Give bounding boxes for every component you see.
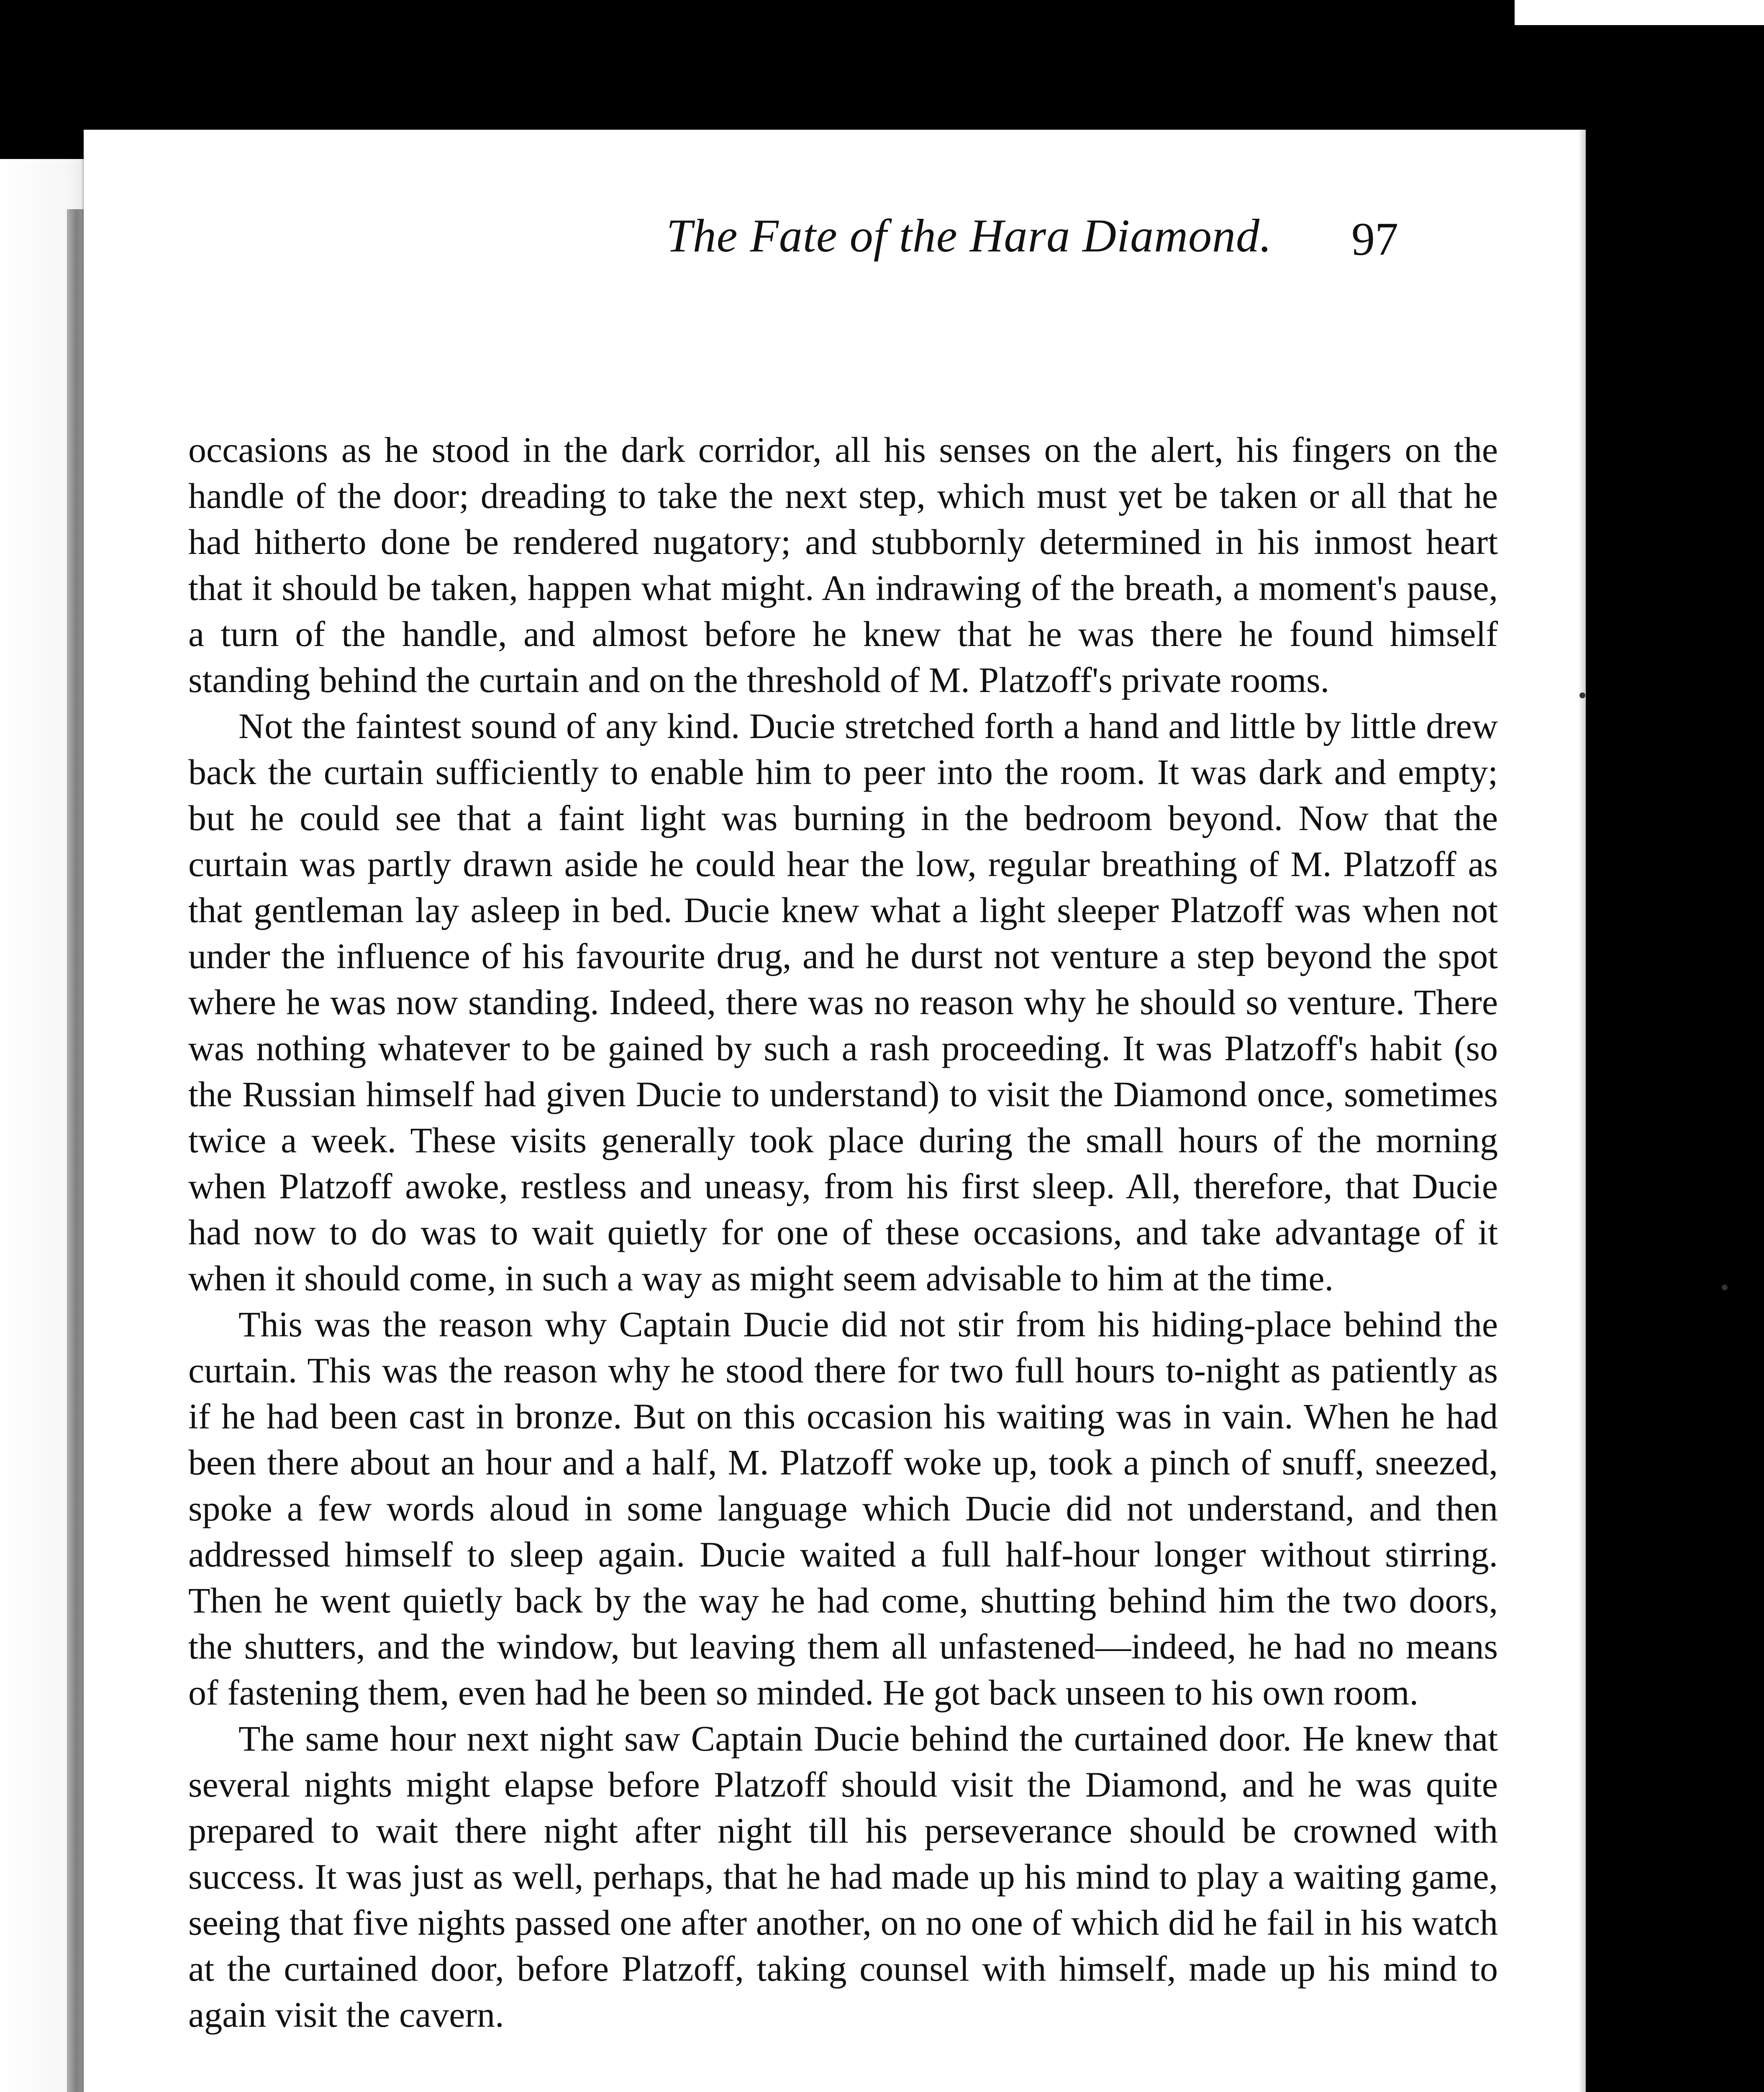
- paragraph-1: occasions as he stood in the dark corridor, all his senses on the alert, his fingers on the handle of the door; dreading to take the next step, which must yet be taken or all that he had hitherto done be rendered nugatory; and stubbornly determined in his inmost heart that it should be taken, happen what might. An indrawing of the breath, a moment's pause, a turn of the handle, and almost before he knew that he was there he found himself standing behind the curtain and on the threshold of M. Platzoff's private rooms.: [188, 430, 1498, 700]
- paragraph-4: The same hour next night saw Captain Ducie behind the curtained door. He knew that several nights might elapse before Platzoff should visit the Diamond, and he was quite prepared to wait there night after night till his perseverance should be crowned with success. It was just as well, perhaps, that he had made up his mind to play a waiting game, seeing that five nights passed one after another, on no one of which did he fail in his watch at the curtained door, before Platzoff, taking counsel with himself, made up his mind to again visit the cavern.: [188, 1718, 1498, 2035]
- body-text: [188, 427, 1498, 2038]
- scan-speck: [1722, 1284, 1728, 1290]
- running-title: The Fate of the Hara Diamond.: [666, 210, 1272, 262]
- next-page-corner: [1515, 0, 1764, 25]
- page-edge-shadow: [1578, 130, 1586, 2092]
- paragraph-2: Not the faintest sound of any kind. Ducie stretched forth a hand and little by little drew back the curtain sufficiently to enable him to peer into the room. It was dark and empty; but he could see that a faint light was burning in the bedroom beyond. Now that the curtain was partly drawn aside he could hear the low, regular breathing of M. Platzoff as that gentleman lay asleep in bed. Ducie knew what a light sleeper Platzoff was when not under the influence of his favourite drug, and he durst not venture a step beyond the spot where he was now standing. Indeed, there was no reason why he should so venture. There was nothing whatever to be gained by such a rash proceeding. It was Platzoff's habit (so the Russian himself had given Ducie to understand) to visit the Diamond once, sometimes twice a week. These visits generally took place during the small hours of the morning when Platzoff awoke, restless and uneasy, from his first sleep. All, therefore, that Ducie had now to do was to wait quietly for one of these occasions, and take advantage of it when it should come, in such a way as might seem advisable to him at the time.: [188, 706, 1498, 1298]
- page-number: 97: [1351, 213, 1398, 265]
- scan-speck: [1579, 692, 1585, 698]
- paragraph-3: This was the reason why Captain Ducie did not stir from his hiding-place behind the curtain. This was the reason why he stood there for two full hours to-night as patiently as if he had been cast in bronze. But on this occasion his waiting was in vain. When he had been there about an hour and a half, M. Platzoff woke up, took a pinch of snuff, sneezed, spoke a few words aloud in some language which Ducie did not understand, and then addressed himself to sleep again. Ducie waited a full half-hour longer without stirring. Then he went quietly back by the way he had come, shutting behind him the two doors, the shutters, and the window, but leaving them all unfastened—indeed, he had no means of fastening them, even had he been so minded. He got back unseen to his own room.: [188, 1304, 1498, 1713]
